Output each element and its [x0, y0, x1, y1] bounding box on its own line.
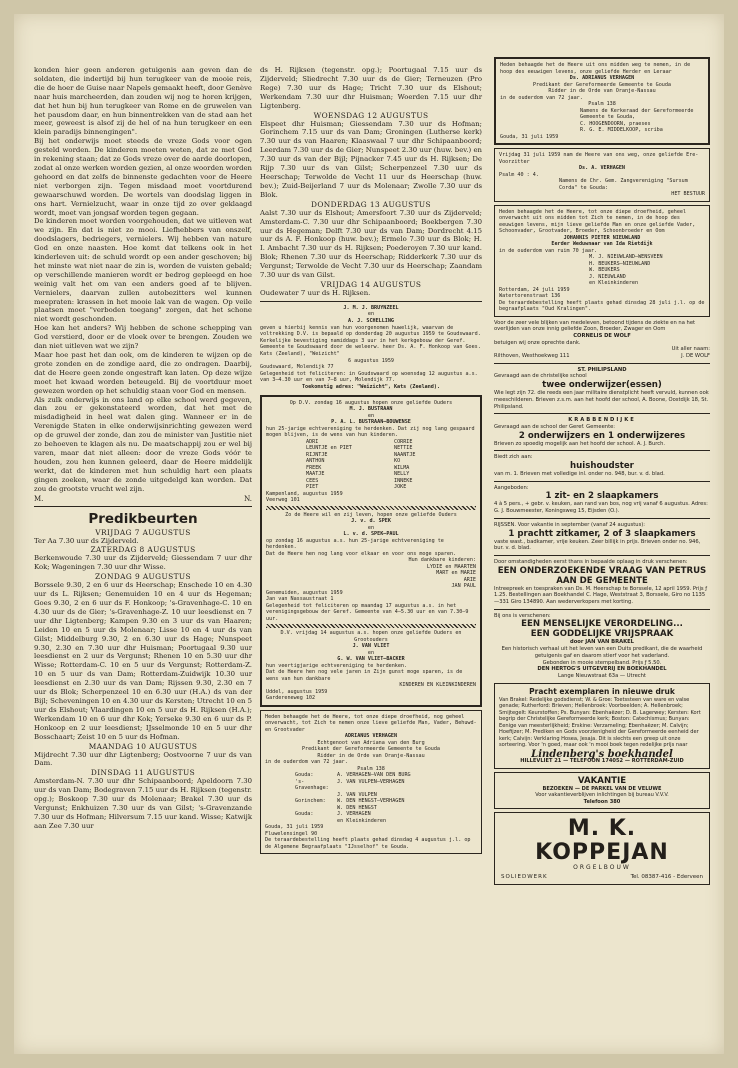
article-signature: M. N. [34, 494, 252, 503]
engagement-notice: J. M. J. BRUYNZEEL en A. J. SCHELLING geven u hierbij kennis van hun voorgenomen huwelijk, waarvan de voltrekking D.V. is bepaald op donderdag 20 augustus 1959 te Goudswaard. Kerkelijke bevestiging namiddags 3 uur in het kerkgebouw der Geref. Gemeente te Goudswaard door de weleerw. heer Ds. A. F. Honkoop van Goes. Kats (Zeeland), "Weizicht" 6 augustus 1959 Goudswaard, Molendijk 77 Gelegenheid tot feliciteren: in Goudswaard op woensdag 12 augustus a.s. van 3—4.30 uur en van 7—8 uur, Molendijk 77. Toekomstig adres: "Weizicht", Kats (Zeeland). [260, 304, 481, 390]
children-list: ADRI CORRIE LEUNTJE en PIET NETTIE RIJNTJE NAANTJE ANTHON KO FREEK WILMA MAATJE NELLY CEES INNEKE PIET JOKE [306, 438, 416, 491]
column-3 [494, 54, 710, 888]
service-day: MAANDAG 10 AUGUSTUS Mijdrecht 7.30 uur dhr Ligtenberg; Oostvoorne 7 uur ds van Dam. [34, 741, 252, 768]
service-day: DINSDAG 11 AUGUSTUS Amsterdam-N. 7.30 uur dhr Schipaanboord; Apeldoorn 7.30 uur ds van Dam; Bodegraven 7.15 uur ds H. Rijksen (tegenstr. opg.); Boskoop 7.30 uur ds Molenaar; Brakel 7.30 uur ds Vergunst; Enkhuizen 7.30 uur ds van Gilst; 's-Gravenzande 7.30 uur ds Hofman; Hilversum 7.15 uur kand. Wisse; Katwijk aan Zee 7.30 uur [34, 768, 252, 830]
section-title: Predikbeurten [88, 510, 198, 527]
column-1 [34, 66, 252, 831]
lindenberg-logo: Lindenberg's boekhandel [531, 748, 673, 760]
article-paragraph: Hoe kan het anders? Wij hebben de schone schepping van God verstierd, door er de vloek over te brengen. Zouden we dan niet uitleven wat we zijn? [34, 324, 252, 351]
column-2 [260, 66, 482, 857]
obituary-nieuwland: Heden behaagde het de Heere, tot onze diepe droefheid, geheel onverwacht uit ons midden tot Zich te nemen, in de hoop des eeuwigen levens, mijn lieve geliefde Man en onze geliefde Vader, Schoonvader, Grootvader, Broeder, Schoonbroeder en Oom JOHANNIS PIETER NIEUWLAND Eerder Weduwnaar van Ida Rietdijk in de ouderdom van ruim 70 jaar. M. J. NIEUWLAND—WENSVEEN H. BEUKERS—NIEUWLAND W. BEUKERS J. NIEUWLAND en Kleinkinderen Rotterdam, 24 juli 1959 Watertorenstraat 136 De teraardebestelling heeft plaats gehad dinsdag 28 juli j.l. op de begraafplaats "Oud Kralingen". [494, 205, 710, 317]
ad-petrus: Door omstandigheden eerst thans in bepaalde oplaag in druk verschenen: EEN ONDERZOEKENDE VRAAG VAN PETRUS AAN DE GEMEENTE Intreepreek en toespraken van Ds. M. Heerschap te Borssele, 12 april 1959. Prijs ƒ 1.25. Bestellingen aan Boekhandel C. Hage, Weststraat 3, Borssele, Giro no 1135—331 Giro 134890. Aan wederverkopers met korting. [494, 558, 708, 606]
divider [494, 481, 710, 482]
ad-vakantie: VAKANTIE BEZOEKEN — DE PARKEL VAN DE VELUWE Voor vakantieverblijven inlichtingen bij bureau V.V.V. Telefoon 380 [494, 772, 710, 810]
service-day: ZATERDAG 8 AUGUSTUS Berkenwoude 7.30 uur ds Zijderveld; Giessendam 7 uur dhr Kok; Wageningen 7.30 uur dhr Wisse. [34, 545, 252, 572]
ornament-divider [266, 506, 476, 510]
article-paragraph: De kinderen moet worden voorgehouden, dat we uitleven wat we zijn. En dat is niet zo mooi. Liefhebbers van onszelf, doodslagers, bedriegers, vernielers. Wij hebben van nature God en onze naasten. Hoe komt dat telkens ook in het kinderleven uit: de schuld wordt op een ander geschoven; bij het minste wat niet naar de zin is, worden de vuisten gebald; op verschillende manieren wordt er bedrog gepleegd en hoe weinig valt het om van een anders goed af te blijven. Vernielers, daarvan zullen autobezitters wel kunnen meepraten: krassen in het mooie lak van de wagen. Op veile plaatsen moet "verboden toegang" zorgen, dat het schone niet wordt geschonden. [34, 217, 252, 324]
koppejan-name: M. K. KOPPEJAN [535, 816, 669, 866]
ad-rijssen: RIJSSEN. Voor vakantie in september (vanaf 24 augustus): 1 prachtt zitkamer, 2 of 3 slaapkamers vaste wast., badkamer, vrije keuken. Zeer billijk in prijs. Brieven onder no. 946, bur. v. d. blad. [494, 521, 701, 552]
obituary-verhagen-family: Heden behaagde het de Heere, tot onze diepe droefheid, nog geheel onverwacht, tot Zich te nemen onze lieve geliefde Man, Vader, Behuwd- en Grootvader ADRIANUS VERHAGEN Echtgenoot van Adriana van den Burg Predikant der Gereformeerde Gemeente te Gouda Ridder in de Orde van Oranje-Nassau in de ouderdom van 72 jaar. Psalm 138 Gouda: A. VERHAGEN—VAN DEN BURG 's-Gravenhage: J. VAN VULPEN—VERHAGEN J. VAN VULPEN Gorinchem: W. DEN HENGST—VERHAGEN W. DEN HENGST Gouda: J. VERHAGEN en Kleinkinderen Gouda, 31 juli 1959 Fluwelensingel 90 De teraardebestelling heeft plaats gehad dinsdag 4 augustus j.l. op de Algemene Begraafplaats "IJsselhof" te Gouda. [260, 710, 482, 855]
article-paragraph: Als zulk onderwijs in ons land op elke school werd gegeven, dan zou er gekonstateerd worden, dat het met de misdadigheid in heel wat dalen ging. Wanneer er in de Verenigde Staten in elke onderwijsinrichting gewezen werd op de gruwel der zonde, dan zou de minister van Justitie niet zo behoeven te klagen als nu. De maatschappij zou er wel bij varen, maar dat niet alleen: door de vreze Gods vóór te houden, zou hen kunnen geleerd, daar de Heere middelijk werkt, dat de kinderen met hun schuldig hart een plaats gingen zoeken, waar de zonde uitgedelgd kan worden. Dat zou de grootste vrucht wel zijn. [34, 395, 252, 493]
service-day: WOENSDAG 12 AUGUSTUS Elspeet dhr Huisman; Giessendam 7.30 uur ds Hofman; Gorinchem 7.15 uur ds van Dam; Groningen (Lutherse kerk) 7.30 uur ds van Haaren; Klaaswaal 7 uur dhr Schipaanboord; Leerdam 7.30 uur ds de Gier; Nunspeet 2.30 uur (huw. bev.) en 7.30 uur ds van der Bijl; Pijnacker 7.45 uur ds H. Rijksen; De Rijp 7.30 uur ds van Gilst; Scherpenzeel 7.30 uur ds Heerschap; Terwolde de Vecht 11 uur ds Heerschap (huw. bev.); Zuid-Beijerland 7 uur ds Molenaar; Zwolle 7.30 uur ds Blok. [260, 110, 482, 199]
obituary-choir: Vrijdag 31 juli 1959 nam de Heere van ons weg, onze geliefde Ere-Voorzitter Ds. A. VERHAGEN Psalm 40 : 4. Namens de Chr. Gem. Zangvereniging "Sursum Corda" te Gouda: HET BESTUUR [494, 148, 710, 202]
anniversary-vliet: D.V. vrijdag 14 augustus a.s. hopen onze geliefde Ouders en Grootouders J. VAN VLIET en G. W. VAN VLIET—BACKER hun veertigjarige echtvereniging te herdenken. Dat de Heere hen nog vele jaren in Zijn gunst moge sparen, is de wens van hun dankbare KINDEREN EN KLEINKINDEREN Uddel, augustus 1959 Gardereneweg 102 [266, 630, 476, 702]
article-paragraph: Maar hoe past het dan ook, om de kinderen te wijzen op de grote zonden en de zondige aard, die zo ondragen. Daarbij, dat de Heere geen zonde ongestraft kan laten. Op deze wijze moet het kwaad worden beteugeld. Bij de voortduur moet gewezen worden op het schuldig staan voor God en mensen. [34, 351, 252, 395]
service-day: ZONDAG 9 AUGUSTUS Borssele 9.30, 2 en 6 uur ds Heerschap; Enschede 10 en 4.30 uur ds L. Rijksen; Genemuiden 10 en 4 uur ds Hegeman; Goes 9.30, 2 en 6 uur ds F. Honkoop; 's-Gravenhage-C. 10 en 4.30 uur ds de Gier; 's-Gravenhage-Z. 10 uur leesdienst en 7 uur dhr Ligtenberg; Kampen 9.30 en 3 uur ds van Haaren; Leiden 10 en 5 uur ds Molenaar; Lisse 10 en 4 uur ds van Gilst; Middelburg 9.30, 2 en 6.30 uur ds Hage; Nunspeet 9.30, 2.30 en 7.30 uur dhr Huisman; Poortugaal 9.30 uur leesdienst en 2 uur ds Vergunst; Rhenen 10 en 5.30 uur dhr Wisse; Rotterdam-C. 10 en 5 uur ds Vergunst; Rotterdam-Z. 10 en 5 uur ds van Dam; Rotterdam-Zuidwijk 10.30 uur leesdienst en 2.30 uur ds van Dam; Rijssen 9.30, 2.30 en 7 uur ds Blok; Scherpenzeel 10 en 6.30 uur (H.A.) ds van der Bijl; Scheveningen 10 en 4.30 uur ds Kersten; Utrecht 10 en 5 uur ds Elshout; Vlaardingen 10 en 5 uur ds H. Rijksen (H.A.); Werkendam 10 en 6 uur dhr Kok; Yerseke 9.30 en 6 uur ds P. Honkoop en 2 uur leesdienst; IJsselmonde 10 en 5 uur dhr Bosschaart; Zeist 10 en 5 uur ds Hofman. [34, 572, 252, 741]
ad-kamers: Aangeboden: 1 zit- en 2 slaapkamers 4 à 5 pers., + gebr. v. keuken, aan rand van bos, nog vrij vanaf 6 augustus. Adres: G. J. Bouwmeester, Koningsweg 15, Eijsden (O.). [494, 484, 708, 515]
vacancy-krabbendijke: KRABBENDIJKE Gevraagd aan de school der Geref. Gemeente: 2 onderwijzers en 1 onderwijzeres Brieven zo spoedig mogelijk aan het hoofd der school. A. J. Burch. [494, 417, 686, 447]
ad-koppejan: M. K. KOPPEJAN ORGELBOUW SOLIEDWERK Tel. 08387-416 - Ederveen [494, 812, 710, 885]
article-body [34, 66, 252, 494]
family-list: Gouda: A. VERHAGEN—VAN DEN BURG 's-Gravenhage: J. VAN VULPEN—VERHAGEN J. VAN VULPEN Gorinchem: W. DEN HENGST—VERHAGEN W. DEN HENGST Gouda: J. VERHAGEN en Kleinkinderen [295, 772, 411, 824]
divider [494, 413, 710, 414]
article-paragraph: konden hier geen anderen getuigenis aan geven dan de soldaten, die indertijd bij hun terugkeer van de mooie reis, die de hoer de Guise naar Napels gemaakt heeft, door Genève naar huis marcheerden, dan zouden wij nog te horen krijgen, dat het hun bij hun terugkeer van Rome en de gruwelen van het pausdom daar, en hun binnentrekken van de stad aan het meer, geweest is alsof zij de hel of na hun terugkeer en een klein paradijs binnengingen". [34, 66, 252, 137]
service-continued: ds H. Rijksen (tegenstr. opg.); Poortugaal 7.15 uur ds Zijderveld; Sliedrecht 7.30 uur ds de Gier; Terneuzen (Pro Rege) 7.30 uur ds Hage; Tricht 7.30 uur ds Elshout; Werkendam 7.30 uur dhr Huisman; Woerden 7.15 uur dhr Ligtenberg. [260, 66, 482, 110]
ornament-divider [266, 624, 476, 628]
article-paragraph: Bij het onderwijs moet steeds de vreze Gods voor ogen gesteld worden. De kinderen moeten weten, dat ze met God in rekening staan; dat ze Gods vreze over de aarde doorlopen, zodat al onze werken worden gezien, al onze woorden worden gehoord en dat zelfs de binnenste gedachten voor de Heere niet verborgen zijn. Tegen misdaad moet voortdurend gewaarschuwd worden. De wortels van doodslag liggen in ons hart. Vernielzucht, waar in onze tijd zo over geklaagd wordt, moet van jongsaf worden tegen gegaan. [34, 137, 252, 217]
divider [494, 518, 710, 519]
divider [260, 301, 482, 302]
obituary-consistory: Heden behaagde het de Heere uit ons midden weg te nemen, in de hoop des eeuwigen levens, onze geliefde Herder en Leraar Ds. ADRIANUS VERHAGEN Predikant der Gereformeerde Gemeente te Gouda Ridder in de Orde van Oranje-Nassau in de ouderdom van 72 jaar. Psalm 138 Namens de Kerkeraad der Gereformeerde Gemeente te Gouda, C. HOOGENDOORN, praeses R. G. E. MIDDELKOOP, scriba Gouda, 31 juli 1959 [494, 57, 710, 145]
divider [34, 506, 252, 507]
divider [494, 555, 710, 556]
newspaper-page [14, 14, 724, 1054]
divider [494, 363, 710, 364]
service-day: VRIJDAG 7 AUGUSTUS Ter Aa 7.30 uur ds Zijderveld. [34, 527, 191, 545]
vacancy-philipsland: ST. PHILIPSLAND Gevraagd aan de christelijke school twee onderwijzer(essen) Wie legt zijn 72. die reeds een jaar militaire dienstplicht heeft vervuld, kunnen ook meeschilderen. Brieven z.s.m. aan het hoofd der school, A. Boone, Oostdijk 18, St. Philipsland. [494, 366, 709, 410]
divider [494, 450, 710, 451]
anniversary-notices [260, 395, 482, 707]
service-day: VRIJDAG 14 AUGUSTUS Oudewater 7 uur ds H. Rijksen. [260, 279, 422, 297]
ad-lindenberg: Pracht exemplaren in nieuwe druk Van Brakel: Redelijke godsdienst; W. & Groe: Toetssteen van ware en valse genade; Rutherford: Brieven; Hellenbroek: Voorbeelden; A. Hellenbroek; Smijtegelt: Keurstoffen; Ps. Bunyan: Ebenhaëzer; D. B. Lagerwey; Kersten: Kort begrip der Christelijke Gereformeerde kerk; Boston: Catechismus; Bunyan: Eenige van meesterlijkheid; Erskine: Verzameling; Ebenhaëzer; M. Calvijn; Hoefijzer; M. Prediken en Gods voorzienigheid der Gereformeerde eenheid der kerk; Calvijn: Verklaring Hosea, Jesaja. Dit is slechts een greep uit onze sorteering. Voor 'n goed, maar ook 'n mooi boek tegen redelijke prijs naar Lindenberg's boekhandel HILLEVLIET 21 — TELEFOON 174052 — ROTTERDAM-ZUID [494, 683, 710, 769]
anniversary-bustraan: Op D.V. zondag 16 augustus hopen onze geliefde Ouders M. J. BUSTRAAN en P. A. L. BUSTRAAN—BOUWENSE hun 25-jarige echtvereniging te herdenken. Dat zij nog lang gespaard mogen blijven, is de wens van hun kinderen. ADRI CORRIE LEUNTJE en PIET NETTIE RIJNTJE NAANTJE ANTHON KO FREEK WILMA MAATJE NELLY CEES INNEKE PIET JOKE Kampenland, augustus 1959 Veerweg 101 [266, 399, 475, 504]
divider [494, 609, 710, 610]
ad-huishoudster: Biedt zich aan: huishoudster van m. 1. Brieven met volledige inl. onder no. 948, bur. v. d. blad. [494, 454, 665, 478]
anniversary-spek: Zo de Heere wil en zij leven, hopen onze geliefde Ouders J. v. d. SPEK en L. v. d. SPEK—PAUL op zondag 16 augustus a.s. hun 25-jarige echtvereniging te herdenken. Dat de Heere hen nog lang voor elkaar en voor ons moge sparen. Hun dankbare kinderen: LYDIE en MAARTEN MART en MARIE ARIE JAN PAUL Genemuiden, augustus 1959 Jan van Nassaustraat 1 Gelegenheid tot feliciteren op maandag 17 augustus a.s. in het verenigingsgebouw der Geref. Gemeente van 4—5.30 uur en van 7.30—9 uur. [266, 511, 476, 622]
service-day: DONDERDAG 13 AUGUSTUS Aalst 7.30 uur ds Elshout; Amersfoort 7.30 uur ds Zijderveld; Amsterdam-C. 7.30 uur dhr Schipaanboord; Boekbergen 7.30 uur ds Hegeman; Delft 7.30 uur ds van Dam; Dordrecht 4.15 uur ds A. F. Honkoop (huw. bev.); Ermelo 7.30 uur ds Blok; H. I. Ambacht 7.30 uur ds H. Rijksen; Poederoyen 7.30 uur kand. Blok; Rhenen 7.30 uur ds Heerschap; Ridderkerk 7.30 uur ds Vergunst; Terwolde de Vecht 7.30 uur ds Heerschap; Zaandam 7.30 uur ds van Gilst. [260, 199, 482, 280]
ad-book-brakel: Bij ons is verschenen: EEN MENSELIJKE VERORDELING... EEN GODDELIJKE VRIJSPRAAK door JAN VAN BRAKEL Een historisch verhaal uit het leven van een Duits predikant, die de waarheid getuigenis gaf en daarom stierf voor het vaderland. Gebonden in mooie stempelband. Prijs ƒ 5.50. DEN HERTOG'S UITGEVERIJ EN BOEKHANDEL Lange Nieuwstraat 63a — Utrecht [494, 612, 703, 679]
thanks-notice: Voor de zeer vele blijken van medeleven, betoond tijdens de ziekte en na het overlijden van onze innig geliefde Zoon, Broeder, Zwager en Oom CORNELIS DE WOLF betuigen wij onze oprechte dank. Uit aller naam: Rilthoven, Westhoekweg 111 J. DE WOLF [494, 319, 710, 360]
